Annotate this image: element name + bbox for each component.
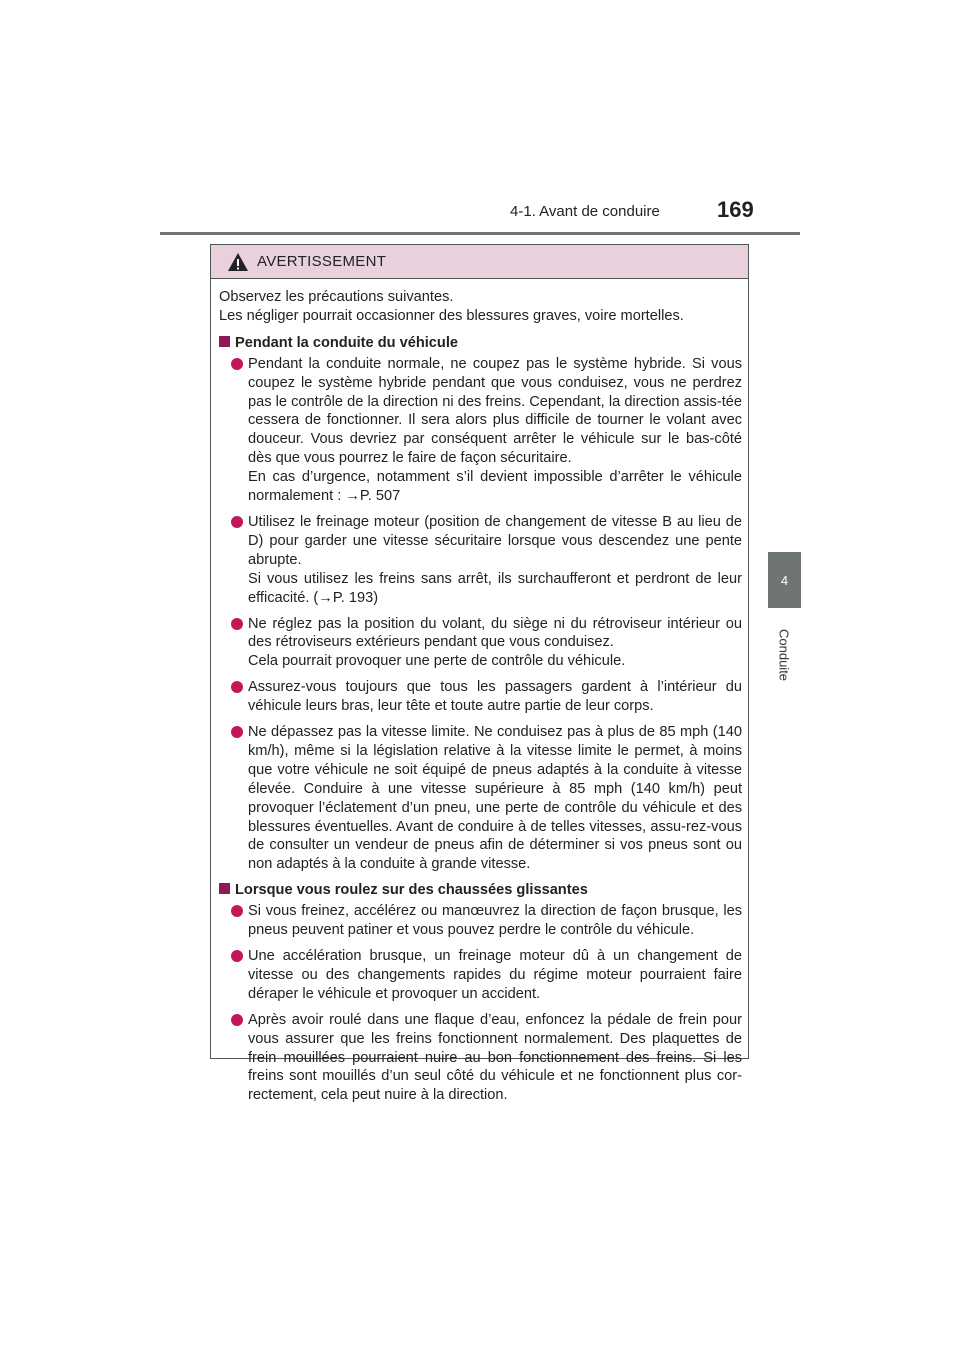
item-text: Si vous freinez, accélérez ou manœuvrez la direction de façon brusque, les pneus peuvent patiner et vous pouvez perdre le contrôle du véhicule. bbox=[248, 903, 742, 939]
intro-line: Observez les précautions suivantes. bbox=[219, 289, 454, 305]
header-divider bbox=[160, 232, 800, 235]
list-item bbox=[231, 615, 742, 672]
circle-bullet-icon bbox=[231, 726, 243, 738]
warning-header bbox=[211, 245, 748, 279]
square-bullet-icon bbox=[219, 883, 230, 894]
list-item bbox=[231, 678, 742, 716]
item-text: Ne réglez pas la position du volant, du siège ni du rétroviseur intérieur ou des rétroviseurs extérieurs pendant que vous conduisez. bbox=[248, 615, 742, 651]
chapter-label: Conduite bbox=[776, 628, 792, 682]
item-text: Pendant la conduite normale, ne coupez pas le système hybride. Si vous coupez le système hybride pendant que vous conduisez, vous ne perdrez pas le contrôle de la direction ni des freins. Cependant, la direction assis-tée cessera de fonctionner. Il sera alors plus difficile de tourner le volant avec douceur. Vous devriez par conséquent arrêter le véhicule sur le bas-côté dès que vous pourrez le faire de façon sécuritaire. bbox=[248, 355, 742, 467]
circle-bullet-icon bbox=[231, 1014, 243, 1026]
circle-bullet-icon bbox=[231, 618, 243, 630]
circle-bullet-icon bbox=[231, 905, 243, 917]
circle-bullet-icon bbox=[231, 681, 243, 693]
list-item bbox=[231, 902, 742, 940]
item-text: Ne dépassez pas la vitesse limite. Ne conduisez pas à plus de 85 mph (140 km/h), même si la législation relative à la vitesse limite le permet, à moins que votre véhicule ne soit équipé de pneus adaptés à la conduite à vitesse élevée. Conduire à une vitesse supérieure à 85 mph (140 km/h) peut provoquer l’éclatement d’un pneu, une perte de contrôle du véhicule et des blessures éventuelles. Avant de conduire à de telles vitesses, assu-rez-vous de consulter un vendeur de pneus afin de déterminer si vos pneus sont ou non adaptés à la conduite à grande vitesse. bbox=[248, 724, 742, 873]
item-text: En cas d’urgence, notamment s’il devient impossible d’arrêter le véhicule normalement : →P. 507 bbox=[248, 469, 742, 505]
list-item bbox=[231, 355, 742, 506]
square-bullet-icon bbox=[219, 336, 230, 347]
warning-body bbox=[211, 279, 748, 1105]
item-text: Utilisez le freinage moteur (position de changement de vitesse B au lieu de D) pour garder une vitesse sécuritaire lorsque vous descendez une pente abrupte. bbox=[248, 513, 742, 568]
circle-bullet-icon bbox=[231, 358, 243, 370]
page-number: 169 bbox=[717, 197, 754, 222]
warning-title: AVERTISSEMENT bbox=[257, 253, 387, 270]
item-text: Cela pourrait provoquer une perte de contrôle du véhicule. bbox=[248, 653, 626, 670]
circle-bullet-icon bbox=[231, 516, 243, 528]
item-text: Après avoir roulé dans une flaque d’eau, enfoncez la pédale de frein pour vous assurer que les freins fonctionnent normalement. Des plaquettes de frein mouillées pourraient nuire au bon fonctionnement des freins. Si les freins sont mouillés d’un seul côté du véhicule et ne fonctionnent plus cor-rectement, cela peut nuire à la direction. bbox=[248, 1011, 742, 1104]
intro-line: Les négliger pourrait occasionner des blessures graves, voire mortelles. bbox=[219, 307, 684, 324]
section-heading bbox=[219, 881, 742, 900]
warning-box bbox=[210, 244, 749, 1104]
list-item bbox=[231, 1011, 742, 1106]
section-header: 4-1. Avant de conduire bbox=[510, 203, 660, 220]
item-text: Une accélération brusque, un freinage moteur dû à un changement de vitesse ou des changements rapides du régime moteur pourraient faire déraper le véhicule et provoquer un accident. bbox=[248, 948, 742, 1002]
list-item bbox=[231, 947, 742, 1004]
warning-intro bbox=[219, 288, 742, 326]
warning-icon bbox=[227, 252, 249, 272]
list-item bbox=[231, 723, 742, 874]
chapter-number: 4 bbox=[780, 572, 789, 588]
item-text: Assurez-vous toujours que tous les passagers gardent à l’intérieur du véhicule leurs bras, leur tête et toute autre partie de leur corps. bbox=[248, 679, 742, 715]
circle-bullet-icon bbox=[231, 950, 243, 962]
section-title: Pendant la conduite du véhicule bbox=[235, 334, 458, 351]
chapter-tab bbox=[768, 552, 801, 608]
item-text: Si vous utilisez les freins sans arrêt, ils surchaufferont et perdront de leur efficacité. (→P. 193) bbox=[248, 570, 742, 606]
list-item bbox=[231, 513, 742, 608]
section-heading bbox=[219, 334, 742, 353]
section-title: Lorsque vous roulez sur des chaussées glissantes bbox=[235, 882, 588, 899]
